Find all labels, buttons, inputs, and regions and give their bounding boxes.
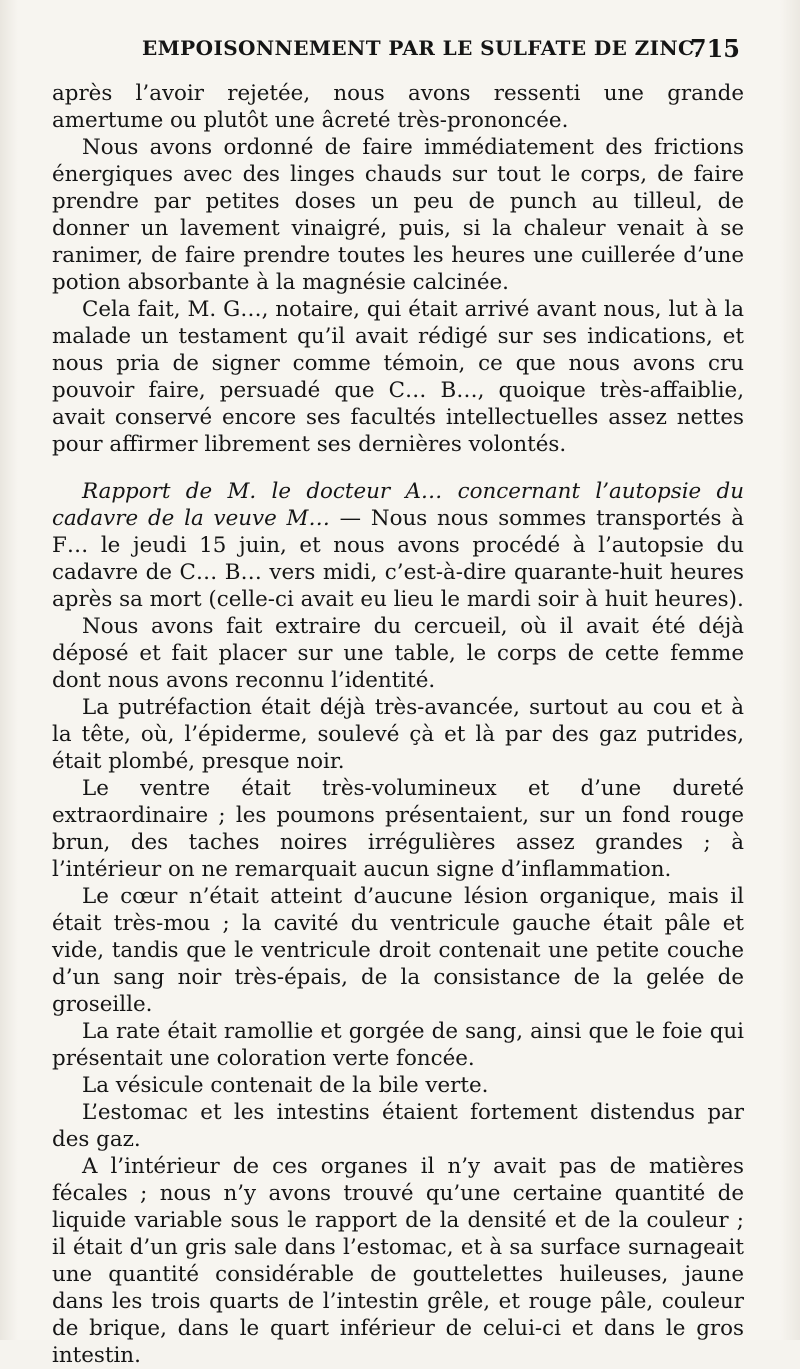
paragraph-testament: Cela fait, M. G…, notaire, qui était arrivé avant nous, lut à la malade un testament qu’il avait rédigé sur ses indications, et nous pria de signer comme témoin, ce que nous avons cru pouvoir faire, persuadé que C… B…, quoique très-affaiblie, avait conservé encore ses facultés intellectuelles assez nettes pour affirmer librement ses dernières volontés. bbox=[52, 297, 744, 457]
page-number: 715 bbox=[689, 34, 740, 63]
paragraph-treatment: Nous avons ordonné de faire immédiatement des frictions énergiques avec des linges chauds sur tout le corps, de faire prendre par petites doses un peu de punch au tilleul, de donner un lavement vinaigré, puis, si la chaleur venait à se ranimer, de faire prendre toutes les heures une cuillerée d’une potion absorbante à la magnésie calcinée. bbox=[52, 135, 744, 295]
paragraph-heart: Le cœur n’était atteint d’aucune lésion organique, mais il était très-mou ; la cavité du ventricule gauche était pâle et vide, tandis que le ventricule droit contenait une petite couche d’un sang noir très-épais, de la consistance de la gelée de groseille. bbox=[52, 884, 744, 1017]
report-text: — Nous nous sommes transportés à F… le jeudi 15 juin, et nous avons procédé à l’autopsie du cadavre de C… B… vers midi, c’est-à-dire quarante-huit heures après sa mort (celle-ci avait eu lieu le mardi soir à huit heures). bbox=[52, 506, 744, 612]
running-head bbox=[50, 36, 740, 72]
paragraph-gallbladder: La vésicule contenait de la bile verte. bbox=[82, 1073, 489, 1098]
paragraph-continuation: après l’avoir rejetée, nous avons ressenti une grande amertume ou plutôt une âcreté très-prononcée. bbox=[52, 81, 744, 133]
paragraph-stomach-intestines: L’estomac et les intestins étaient fortement distendus par des gaz. bbox=[52, 1100, 744, 1152]
running-title: EMPOISONNEMENT PAR LE SULFATE DE ZINC. bbox=[142, 36, 702, 60]
paragraph-report bbox=[52, 478, 744, 613]
paragraph-exhumation: Nous avons fait extraire du cercueil, où il avait été déjà déposé et fait placer sur une table, le corps de cette femme dont nous avons reconnu l’identité. bbox=[52, 614, 744, 693]
paragraph-putrefaction: La putréfaction était déjà très-avancée, surtout au cou et à la tête, où, l’épiderme, soulevé çà et là par des gaz putrides, était plombé, presque noir. bbox=[52, 695, 744, 774]
report-heading: Rapport de M. le docteur A… concernant l’autopsie du cadavre de la veuve M… bbox=[52, 479, 744, 531]
paragraph-spleen-liver: La rate était ramollie et gorgée de sang, ainsi que le foie qui présentait une coloration verte foncée. bbox=[52, 1019, 744, 1071]
body-text bbox=[52, 80, 744, 1369]
paragraph-abdomen-lungs: Le ventre était très-volumineux et d’une dureté extraordinaire ; les poumons présentaient, sur un fond rouge brun, des taches noires irrégulières assez grandes ; à l’intérieur on ne remarquait aucun signe d’inflammation. bbox=[52, 776, 744, 882]
paragraph-contents: A l’intérieur de ces organes il n’y avait pas de matières fécales ; nous n’y avons trouvé qu’une certaine quantité de liquide variable sous le rapport de la densité et de la couleur ; il était d’un gris sale dans l’estomac, et à sa surface surnageait une quantité considérable de gouttelettes huileuses, jaune dans les trois quarts de l’intestin grêle, et rouge pâle, couleur de brique, dans le quart inférieur de celui-ci et dans le gros intestin. bbox=[52, 1154, 744, 1368]
